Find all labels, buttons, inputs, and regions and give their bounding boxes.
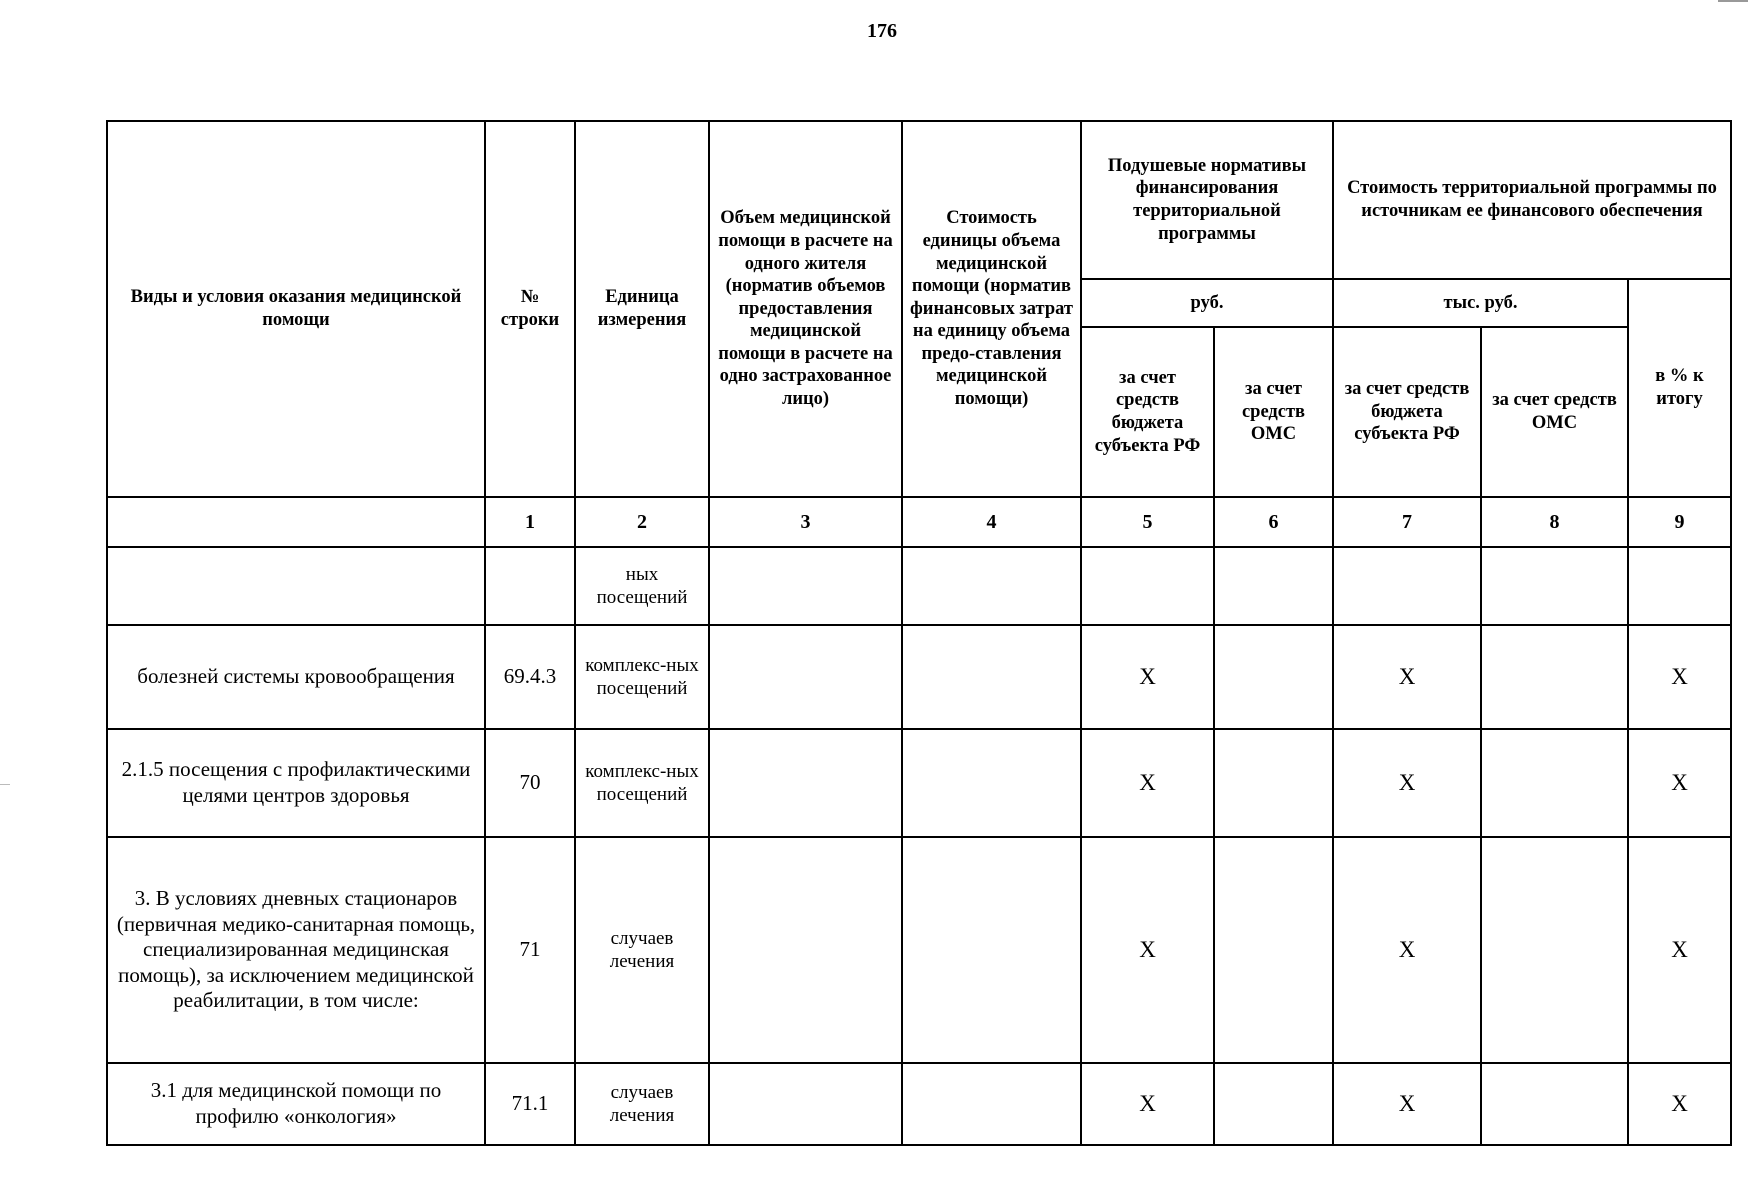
row-c4: [902, 1063, 1081, 1145]
row-c8: [1481, 1063, 1628, 1145]
row-c7: [1333, 547, 1481, 625]
column-number: 6: [1214, 497, 1333, 547]
row-c8: [1481, 547, 1628, 625]
header-budget-rf-5: за счет средств бюджета субъекта РФ: [1081, 327, 1214, 497]
row-no: 71.1: [485, 1063, 575, 1145]
row-c3: [709, 837, 902, 1063]
header-percent: в % к итогу: [1628, 279, 1731, 497]
row-c6: [1214, 625, 1333, 729]
column-number: 2: [575, 497, 709, 547]
row-c9: Х: [1628, 1063, 1731, 1145]
table-row: [107, 547, 1731, 625]
row-unit: комплекс-ных посещений: [575, 625, 709, 729]
column-number: 3: [709, 497, 902, 547]
row-c6: [1214, 729, 1333, 837]
row-no: 71: [485, 837, 575, 1063]
row-c9: [1628, 547, 1731, 625]
row-no: [485, 547, 575, 625]
row-c9: Х: [1628, 729, 1731, 837]
row-c6: [1214, 547, 1333, 625]
row-name: 2.1.5 посещения с профилактическими целями центров здоровья: [107, 729, 485, 837]
row-c7: Х: [1333, 729, 1481, 837]
column-number-blank: [107, 497, 485, 547]
table-row: [107, 1063, 1731, 1145]
header-row-no: № строки: [485, 121, 575, 497]
corner-scan-mark: [1718, 0, 1748, 6]
row-c7: Х: [1333, 625, 1481, 729]
row-c6: [1214, 1063, 1333, 1145]
header-cost: Стоимость единицы объема медицинской помощи (норматив финансовых затрат на единицу объема предо-ставления медицинской помощи): [902, 121, 1081, 497]
row-c7: Х: [1333, 1063, 1481, 1145]
row-c5: Х: [1081, 625, 1214, 729]
row-unit: случаев лечения: [575, 1063, 709, 1145]
row-c8: [1481, 625, 1628, 729]
column-number: 4: [902, 497, 1081, 547]
row-c5: Х: [1081, 837, 1214, 1063]
header-budget-rf-7: за счет средств бюджета субъекта РФ: [1333, 327, 1481, 497]
row-c3: [709, 1063, 902, 1145]
column-number: 9: [1628, 497, 1731, 547]
row-c4: [902, 625, 1081, 729]
header-program-cost: Стоимость территориальной программы по источникам ее финансового обеспечения: [1333, 121, 1731, 279]
row-c5: Х: [1081, 729, 1214, 837]
row-name: 3.1 для медицинской помощи по профилю «онкология»: [107, 1063, 485, 1145]
header-oms-8: за счет средств ОМС: [1481, 327, 1628, 497]
column-number: 5: [1081, 497, 1214, 547]
row-c3: [709, 547, 902, 625]
header-unit: Единица измерения: [575, 121, 709, 497]
row-c3: [709, 729, 902, 837]
column-number: 1: [485, 497, 575, 547]
row-c3: [709, 625, 902, 729]
column-number: 7: [1333, 497, 1481, 547]
row-c4: [902, 729, 1081, 837]
row-name: [107, 547, 485, 625]
table-row: [107, 837, 1731, 1063]
row-c9: Х: [1628, 625, 1731, 729]
financing-table: [106, 120, 1732, 1146]
header-types: Виды и условия оказания медицинской помощи: [107, 121, 485, 497]
page-number: 176: [867, 20, 897, 42]
row-c4: [902, 547, 1081, 625]
row-c9: Х: [1628, 837, 1731, 1063]
edge-scan-mark: [0, 784, 10, 785]
row-c8: [1481, 837, 1628, 1063]
row-c8: [1481, 729, 1628, 837]
row-c5: [1081, 547, 1214, 625]
row-unit: ных посещений: [575, 547, 709, 625]
row-c4: [902, 837, 1081, 1063]
header-volume: Объем медицинской помощи в расчете на одного жителя (норматив объемов предоставления медицинской помощи в расчете на одно застрахованное лицо): [709, 121, 902, 497]
table-row: [107, 625, 1731, 729]
row-name: 3. В условиях дневных стационаров (первичная медико-санитарная помощь, специализированная медицинская помощь), за исключением медицинской реабилитации, в том числе:: [107, 837, 485, 1063]
row-no: 70: [485, 729, 575, 837]
row-c6: [1214, 837, 1333, 1063]
column-number: 8: [1481, 497, 1628, 547]
header-rub: руб.: [1081, 279, 1333, 327]
header-per-capita: Подушевые нормативы финансирования территориальной программы: [1081, 121, 1333, 279]
header-thous-rub: тыс. руб.: [1333, 279, 1628, 327]
row-c7: Х: [1333, 837, 1481, 1063]
row-name: болезней системы кровообращения: [107, 625, 485, 729]
row-unit: случаев лечения: [575, 837, 709, 1063]
row-c5: Х: [1081, 1063, 1214, 1145]
header-oms-6: за счет средств ОМС: [1214, 327, 1333, 497]
row-unit: комплекс-ных посещений: [575, 729, 709, 837]
table-row: [107, 729, 1731, 837]
row-no: 69.4.3: [485, 625, 575, 729]
